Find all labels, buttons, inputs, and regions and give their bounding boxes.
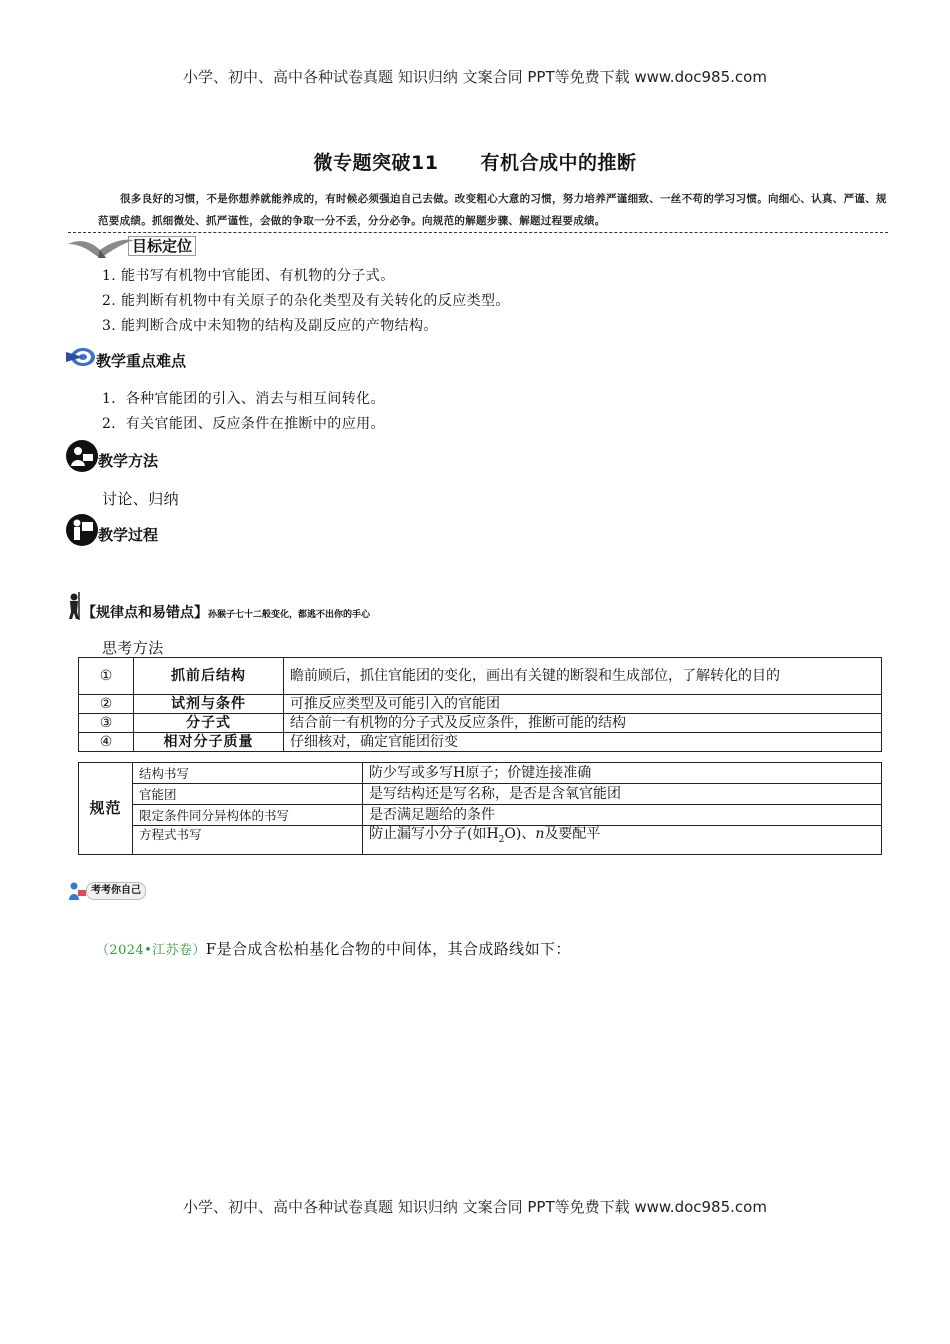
seagull-icon xyxy=(66,234,136,262)
self-test-label: 考考你自己 xyxy=(86,882,146,900)
rules-heading: 【规律点和易错点】 xyxy=(82,605,208,621)
monkey-king-icon xyxy=(66,592,82,620)
step-desc: 可推反应类型及可能引入的官能团 xyxy=(284,695,882,714)
step-num: ② xyxy=(79,695,134,714)
norm-desc xyxy=(363,826,882,855)
table-row xyxy=(79,784,882,805)
step-key: 试剂与条件 xyxy=(134,695,284,714)
goals-heading: 目标定位 xyxy=(128,236,196,256)
norm-item: 限定条件同分异构体的书写 xyxy=(133,805,363,826)
key-point-item: 1．各种官能团的引入、消去与相互间转化。 xyxy=(102,391,385,407)
rules-heading-line xyxy=(82,602,370,622)
method-heading: 教学方法 xyxy=(98,452,159,470)
dashed-divider xyxy=(68,232,888,233)
table-row xyxy=(79,714,882,733)
writing-person-icon xyxy=(66,880,88,902)
norms-table xyxy=(78,762,882,855)
goal-item: 3. 能判断合成中未知物的结构及副反应的产物结构。 xyxy=(102,318,438,334)
step-desc: 仔细核对，确定官能团衍变 xyxy=(284,733,882,752)
table-row xyxy=(79,733,882,752)
norm-desc-part: 防止漏写小分子(如H xyxy=(369,826,499,842)
step-key: 抓前后结构 xyxy=(134,658,284,695)
table-row xyxy=(79,695,882,714)
teacher-icon xyxy=(66,440,98,472)
step-num: ④ xyxy=(79,733,134,752)
norm-desc-part: O)、 xyxy=(504,826,536,842)
self-test-badge xyxy=(66,880,146,902)
norm-desc-sub: 2 xyxy=(498,834,505,845)
norm-item: 结构书写 xyxy=(133,763,363,784)
step-num: ① xyxy=(79,658,134,695)
page-title xyxy=(0,148,950,175)
motto-paragraph: 很多良好的习惯，不是你想养就能养成的，有时候必须强迫自己去做。改变粗心大意的习惯，努力培养严谨细致、一丝不苟的学习习惯。向细心、认真、严谨、规范要成绩。抓细微处、抓严谨性，会做的争取一分不丢，分分必争。向规范的解题步骤、解题过程要成绩。 xyxy=(98,193,887,227)
step-key: 分子式 xyxy=(134,714,284,733)
lecture-icon xyxy=(66,514,98,546)
step-desc: 瞻前顾后，抓住官能团的变化，画出有关键的断裂和生成部位，了解转化的目的 xyxy=(284,658,882,695)
norm-desc-part: 及要配平 xyxy=(544,826,601,842)
norm-desc: 防少写或多写H原子；价键连接准确 xyxy=(363,763,882,784)
question-text: F是合成含松柏基化合物的中间体，其合成路线如下： xyxy=(205,940,571,958)
step-key: 相对分子质量 xyxy=(134,733,284,752)
table-row xyxy=(79,763,882,784)
norm-item: 官能团 xyxy=(133,784,363,805)
steps-table xyxy=(78,657,882,752)
table-row xyxy=(79,826,882,855)
think-method-label: 思考方法 xyxy=(102,639,164,657)
norm-desc: 是否满足题给的条件 xyxy=(363,805,882,826)
title-left: 微专题突破11 xyxy=(313,152,439,174)
table-row xyxy=(79,805,882,826)
rules-tagline: 孙猴子七十二般变化，都逃不出你的手心 xyxy=(208,610,371,620)
target-icon xyxy=(66,346,96,368)
method-text: 讨论、归纳 xyxy=(102,490,180,508)
question-intro xyxy=(96,938,571,959)
page-header: 小学、初中、高中各种试卷真题 知识归纳 文案合同 PPT等免费下载 www.doc985.com xyxy=(183,68,767,86)
question-source: （2024•江苏卷） xyxy=(96,943,206,958)
process-heading: 教学过程 xyxy=(98,526,159,544)
key-points-heading: 教学重点难点 xyxy=(96,352,187,370)
norm-label: 规范 xyxy=(79,763,133,855)
norm-desc-n: n xyxy=(535,826,545,842)
goal-item: 1. 能书写有机物中官能团、有机物的分子式。 xyxy=(102,268,395,284)
table-row xyxy=(79,658,882,695)
title-right: 有机合成中的推断 xyxy=(480,152,637,174)
key-point-item: 2．有关官能团、反应条件在推断中的应用。 xyxy=(102,416,385,432)
goal-item: 2. 能判断有机物中有关原子的杂化类型及有关转化的反应类型。 xyxy=(102,293,510,309)
page-footer: 小学、初中、高中各种试卷真题 知识归纳 文案合同 PPT等免费下载 www.doc985.com xyxy=(183,1198,767,1216)
norm-item: 方程式书写 xyxy=(133,826,363,855)
step-desc: 结合前一有机物的分子式及反应条件，推断可能的结构 xyxy=(284,714,882,733)
norm-desc: 是写结构还是写名称，是否是含氧官能团 xyxy=(363,784,882,805)
step-num: ③ xyxy=(79,714,134,733)
